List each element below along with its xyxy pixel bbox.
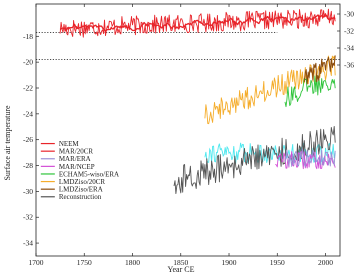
x-tick-label: 1800 bbox=[125, 258, 141, 267]
y-tick-label: -26 bbox=[23, 135, 33, 145]
y-tick-label: -28 bbox=[23, 161, 33, 171]
legend-label: Reconstruction bbox=[58, 193, 102, 202]
y-tick-label: -22 bbox=[23, 83, 33, 93]
x-tick-label: 1950 bbox=[269, 258, 285, 267]
y2-tick-label: -32 bbox=[344, 26, 354, 36]
x-tick-label: 1900 bbox=[221, 258, 237, 267]
y2-tick-label: -30 bbox=[344, 9, 354, 19]
legend-label: LMDZiso/20CR bbox=[58, 177, 106, 186]
y-tick-label: -34 bbox=[23, 238, 33, 248]
legend-label: MAR/ERA bbox=[58, 155, 91, 164]
legend-label: MAR/20CR bbox=[58, 147, 94, 156]
legend-label: ECHAM5-wiso/ERA bbox=[58, 170, 120, 179]
y-tick-label: -18 bbox=[23, 31, 33, 41]
x-tick-label: 1700 bbox=[28, 258, 44, 267]
y-tick-label: -20 bbox=[23, 57, 33, 67]
legend-label: LMDZiso/ERA bbox=[58, 185, 103, 194]
legend-label: NEEM bbox=[58, 139, 79, 148]
y2-tick-label: -34 bbox=[344, 43, 354, 53]
y2-tick-label: -36 bbox=[344, 60, 354, 70]
y-tick-label: -30 bbox=[23, 186, 33, 196]
x-tick-label: 2000 bbox=[318, 258, 334, 267]
y-tick-label: -24 bbox=[23, 109, 33, 119]
legend-label: MAR/NCEP bbox=[58, 162, 95, 171]
x-tick-label: 1850 bbox=[173, 258, 189, 267]
y-tick-label: -32 bbox=[23, 212, 33, 222]
x-axis-title: Year CE bbox=[167, 265, 195, 272]
x-tick-label: 1750 bbox=[76, 258, 92, 267]
y-axis-title: Surface air temperature bbox=[3, 105, 12, 181]
